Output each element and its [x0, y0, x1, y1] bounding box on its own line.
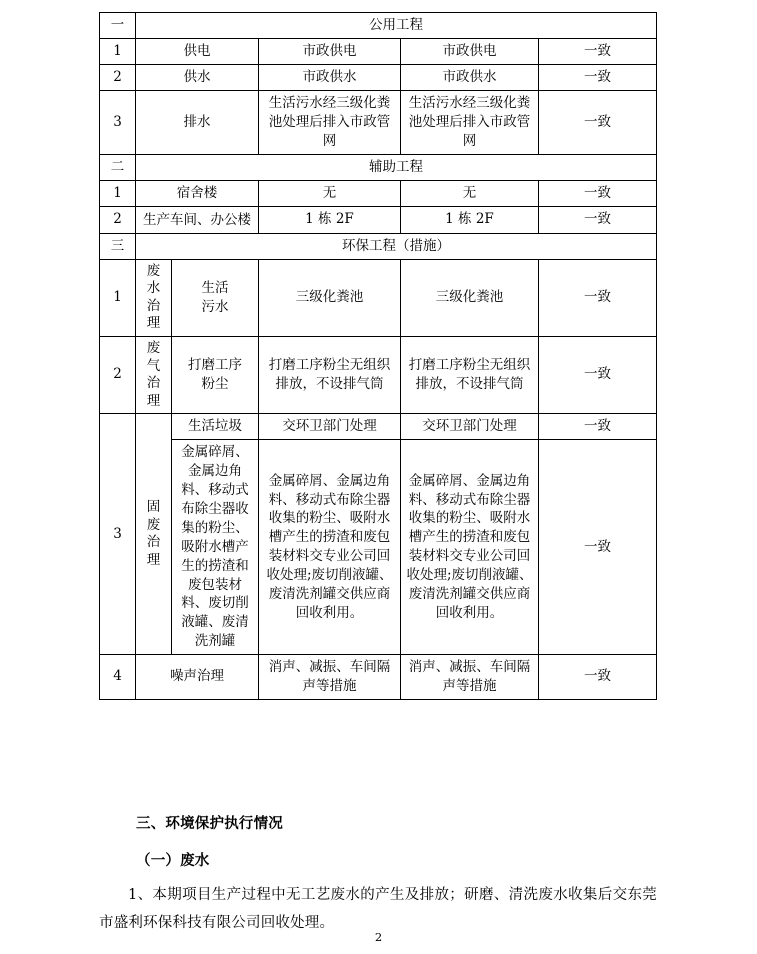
row-actual: 消声、减振、车间隔声等措施	[401, 655, 539, 700]
row-result: 一致	[539, 259, 657, 336]
row-subcategory: 生活 污水	[172, 259, 259, 336]
row-required: 三级化粪池	[259, 259, 401, 336]
row-result: 一致	[539, 655, 657, 700]
row-required: 无	[259, 181, 401, 207]
row-result: 一致	[539, 207, 657, 233]
row-number: 1	[100, 259, 136, 336]
table-row	[100, 440, 657, 655]
section-index: 三	[100, 233, 136, 259]
row-result: 一致	[539, 181, 657, 207]
row-category: 生产车间、办公楼	[136, 207, 259, 233]
row-required: 金属碎屑、金属边角料、移动式布除尘器收集的粉尘、吸附水槽产生的捞渣和废包装材料交专业公司回收处理;废切削液罐、废清洗剂罐交供应商回收利用。	[259, 440, 401, 655]
table-row	[100, 181, 657, 207]
row-number: 4	[100, 655, 136, 700]
row-result: 一致	[539, 336, 657, 413]
row-number: 1	[100, 181, 136, 207]
row-number: 2	[100, 65, 136, 91]
table-row	[100, 336, 657, 413]
row-number: 3	[100, 91, 136, 155]
table-row	[100, 65, 657, 91]
row-result: 一致	[539, 91, 657, 155]
row-result: 一致	[539, 39, 657, 65]
row-number: 1	[100, 39, 136, 65]
row-category: 供电	[136, 39, 259, 65]
body-paragraph: 1、本期项目生产过程中无工艺废水的产生及排放；研磨、清洗废水收集后交东莞市盛利环保科技有限公司回收处理。	[99, 887, 657, 931]
table-row	[100, 207, 657, 233]
section-heading: 三、环境保护执行情况	[136, 815, 283, 832]
row-category-vertical: 废 气 治 理	[136, 336, 172, 413]
row-actual: 交环卫部门处理	[401, 414, 539, 440]
row-number: 3	[100, 414, 136, 655]
row-category: 供水	[136, 65, 259, 91]
row-actual: 市政供电	[401, 39, 539, 65]
row-required: 生活污水经三级化粪池处理后排入市政管网	[259, 91, 401, 155]
row-required: 市政供水	[259, 65, 401, 91]
row-required: 市政供电	[259, 39, 401, 65]
row-category-vertical: 废 水 治 理	[136, 259, 172, 336]
row-required: 消声、减振、车间隔声等措施	[259, 655, 401, 700]
table-section-header-row	[100, 13, 657, 39]
row-required: 打磨工序粉尘无组织排放，不设排气筒	[259, 336, 401, 413]
section-title: 公用工程	[136, 13, 657, 39]
table-section-header-row	[100, 233, 657, 259]
row-category-vertical: 固 废 治 理	[136, 414, 172, 655]
section-title: 辅助工程	[136, 155, 657, 181]
row-actual: 1 栋 2F	[401, 207, 539, 233]
row-actual: 市政供水	[401, 65, 539, 91]
row-subcategory: 金属碎屑、金属边角料、移动式布除尘器收集的粉尘、吸附水槽产生的捞渣和废包装材料、废切削液罐、废清洗剂罐	[172, 440, 259, 655]
section-index: 一	[100, 13, 136, 39]
row-required: 1 栋 2F	[259, 207, 401, 233]
row-category: 排水	[136, 91, 259, 155]
table-section-header-row	[100, 155, 657, 181]
row-actual: 打磨工序粉尘无组织排放，不设排气筒	[401, 336, 539, 413]
section-index: 二	[100, 155, 136, 181]
row-actual: 无	[401, 181, 539, 207]
table-row	[100, 91, 657, 155]
environmental-comparison-table	[99, 12, 657, 700]
row-required: 交环卫部门处理	[259, 414, 401, 440]
row-category: 噪声治理	[136, 655, 259, 700]
row-actual: 生活污水经三级化粪池处理后排入市政管网	[401, 91, 539, 155]
row-number: 2	[100, 336, 136, 413]
subsection-heading: （一）废水	[136, 852, 210, 869]
row-category: 宿舍楼	[136, 181, 259, 207]
row-result: 一致	[539, 440, 657, 655]
row-subcategory: 打磨工序 粉尘	[172, 336, 259, 413]
table-row	[100, 259, 657, 336]
row-result: 一致	[539, 414, 657, 440]
row-subcategory: 生活垃圾	[172, 414, 259, 440]
row-actual: 金属碎屑、金属边角料、移动式布除尘器收集的粉尘、吸附水槽产生的捞渣和废包装材料交专业公司回收处理;废切削液罐、废清洗剂罐交供应商回收利用。	[401, 440, 539, 655]
row-result: 一致	[539, 65, 657, 91]
page-number: 2	[374, 930, 383, 944]
row-actual: 三级化粪池	[401, 259, 539, 336]
row-number: 2	[100, 207, 136, 233]
section-title: 环保工程（措施）	[136, 233, 657, 259]
table-row	[100, 414, 657, 440]
table-row	[100, 655, 657, 700]
table-row	[100, 39, 657, 65]
